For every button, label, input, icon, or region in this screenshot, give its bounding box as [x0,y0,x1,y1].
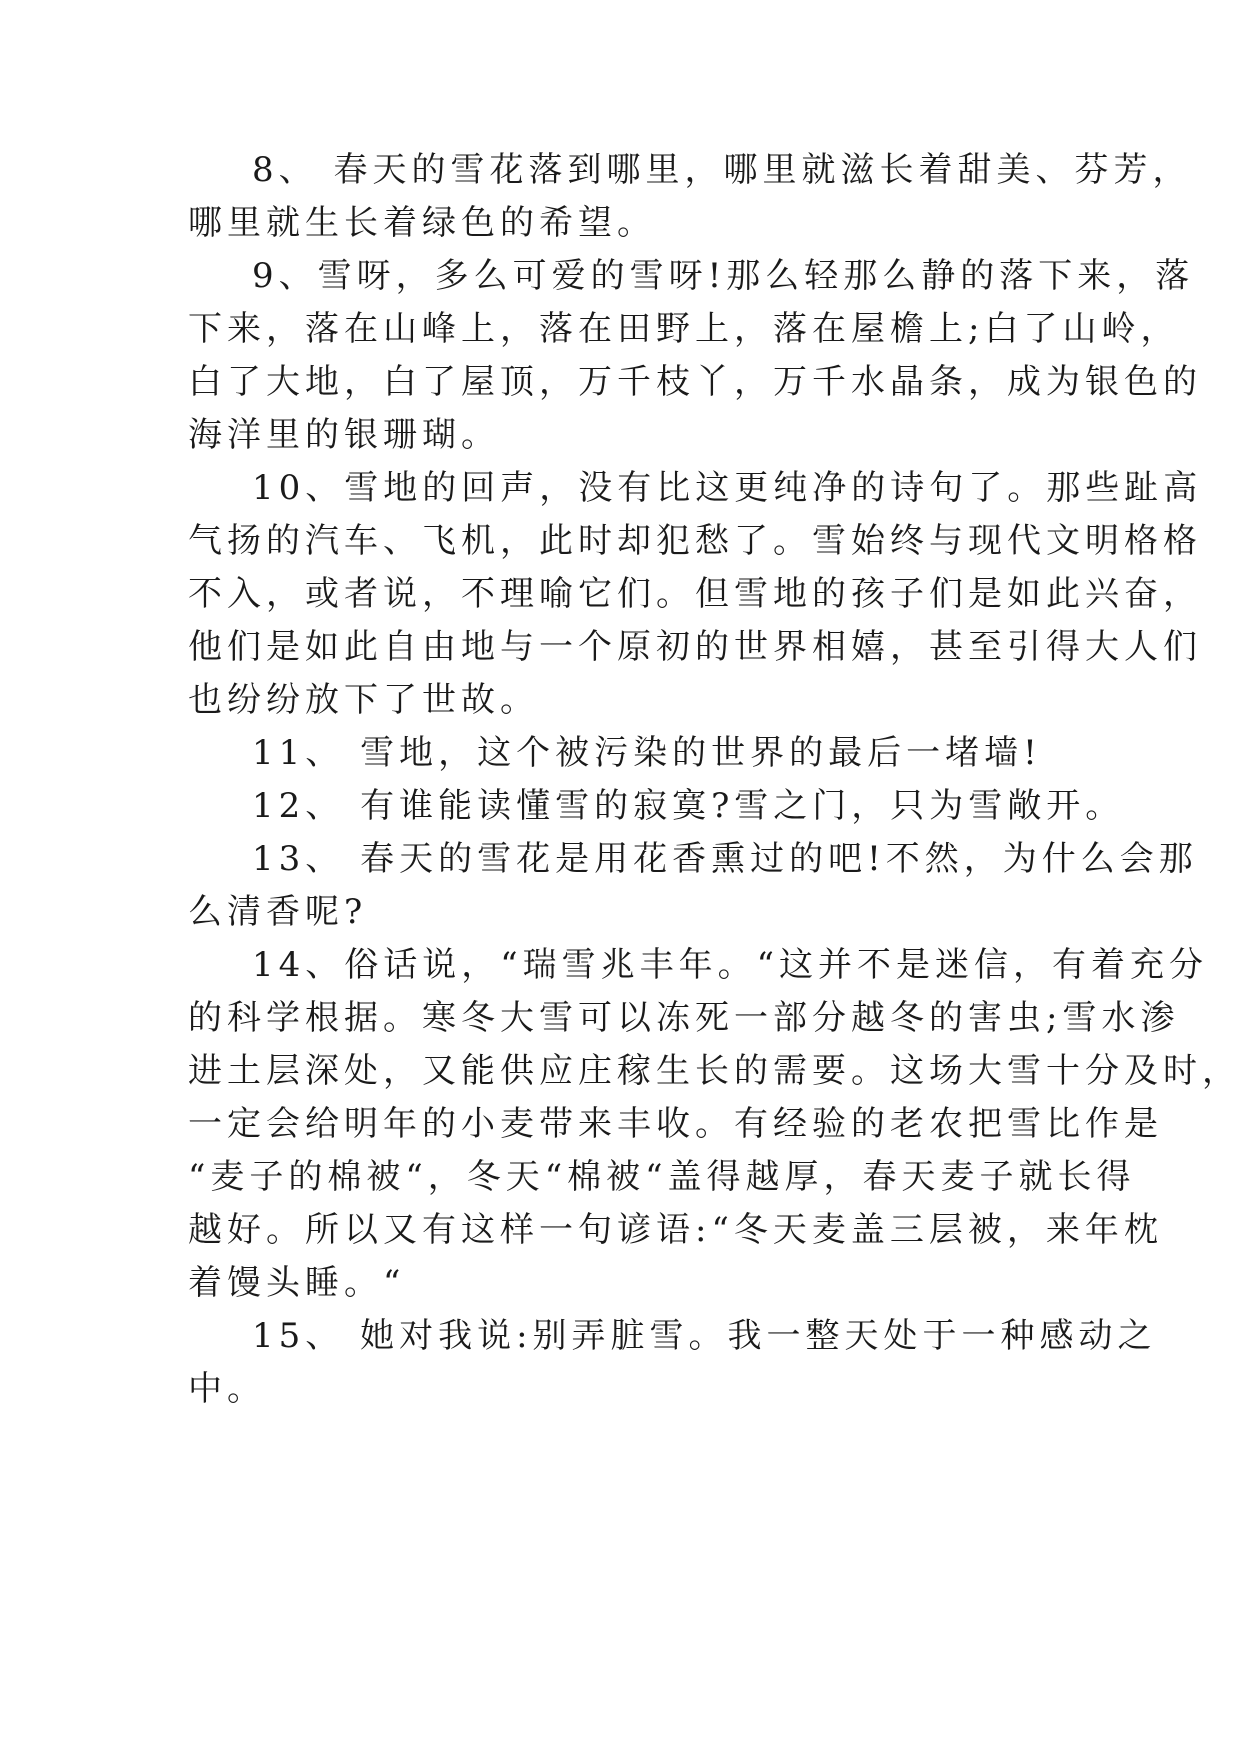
text-line: “麦子的棉被“，冬天“棉被“盖得越厚，春天麦子就长得 [188,1157,1136,1197]
text-line: 下来，落在山峰上，落在田野上，落在屋檐上;白了山岭， [188,309,1180,349]
text-line: 也纷纷放下了世故。 [188,680,539,720]
text-line: 着馒头睡。“ [188,1263,406,1303]
text-line: 他们是如此自由地与一个原初的世界相嬉，甚至引得大人们 [188,627,1202,667]
text-line: 11、 雪地，这个被污染的世界的最后一堵墙! [252,733,1042,773]
text-line: 8、 春天的雪花落到哪里，哪里就滋长着甜美、芬芳， [252,150,1192,190]
text-line: 12、 有谁能读懂雪的寂寞?雪之门，只为雪敞开。 [252,786,1125,826]
text-line: 中。 [188,1369,266,1409]
text-line: 10、雪地的回声，没有比这更纯净的诗句了。那些趾高 [252,468,1203,508]
text-line: 9、雪呀，多么可爱的雪呀!那么轻那么静的落下来，落 [252,256,1195,296]
text-line: 白了大地，白了屋顶，万千枝丫，万千水晶条，成为银色的 [188,362,1202,402]
text-line: 的科学根据。寒冬大雪可以冻死一部分越冬的害虫;雪水渗 [188,998,1180,1038]
text-line: 么清香呢? [188,892,368,932]
text-line: 海洋里的银珊瑚。 [188,415,500,455]
text-line: 一定会给明年的小麦带来丰收。有经验的老农把雪比作是 [188,1104,1163,1144]
text-line: 进土层深处，又能供应庄稼生长的需要。这场大雪十分及时， [188,1051,1241,1091]
text-line: 越好。所以又有这样一句谚语:“冬天麦盖三层被，来年枕 [188,1210,1163,1250]
text-line: 14、俗话说，“瑞雪兆丰年。“这并不是迷信，有着充分 [252,945,1209,985]
text-line: 15、 她对我说:别弄脏雪。我一整天处于一种感动之 [252,1316,1157,1356]
text-line: 哪里就生长着绿色的希望。 [188,203,656,243]
text-line: 13、 春天的雪花是用花香熏过的吧!不然，为什么会那 [252,839,1198,879]
text-line: 气扬的汽车、飞机，此时却犯愁了。雪始终与现代文明格格 [188,521,1202,561]
text-line: 不入，或者说，不理喻它们。但雪地的孩子们是如此兴奋， [188,574,1202,614]
